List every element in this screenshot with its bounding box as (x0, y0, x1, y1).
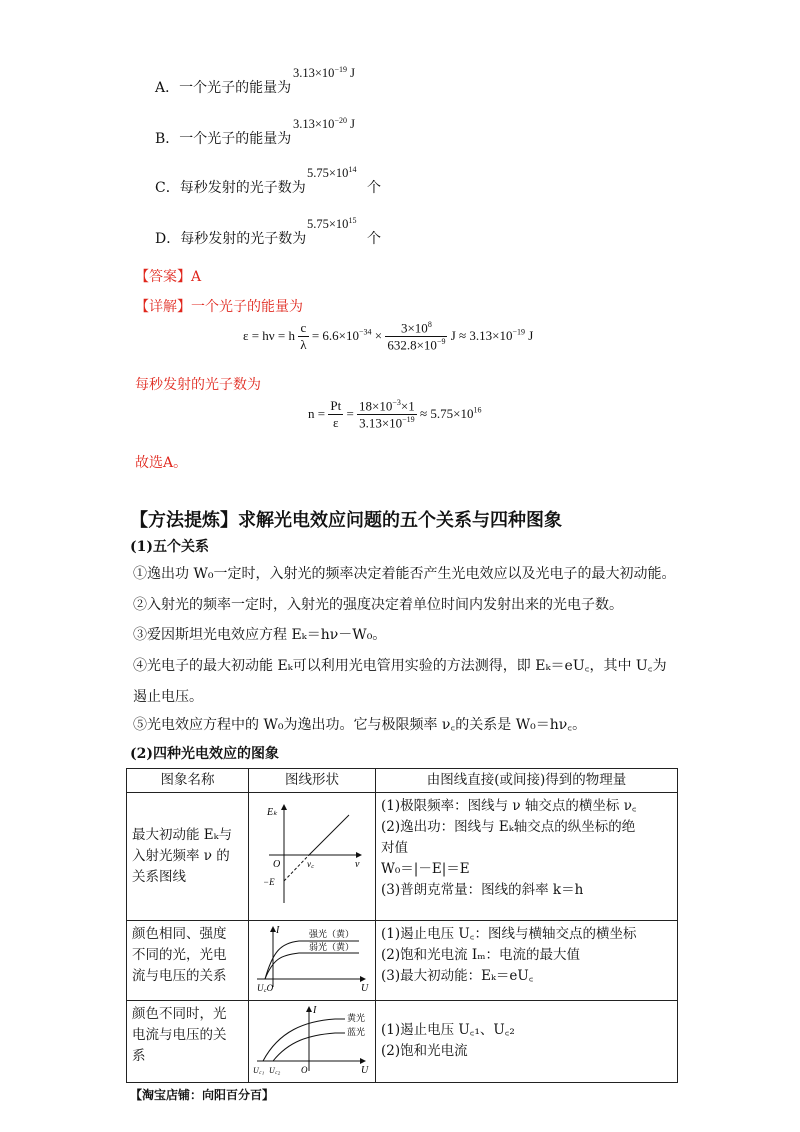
option-label: D．每秒发射的光子数为 (155, 231, 307, 247)
conclusion: 故选A。 (135, 455, 188, 471)
footer-shop: 【淘宝店铺：向阳百分百】 (130, 1088, 275, 1102)
section-title: 【方法提炼】求解光电效应问题的五个关系与四种图象 (130, 510, 562, 531)
option-a (155, 65, 355, 97)
origin-label: U꜀O (257, 982, 274, 993)
formula-energy: ε = hν = h $\frac{c}{\lambda}$ = $6.6\times 10^{-34}$ × $\frac{3\times 10^8}{632.8\times 10^{-9}}$ $J \approx 3.13\times 10^{-19}$ J (243, 320, 534, 353)
graph-cell (249, 1000, 376, 1082)
x-axis-label: U (361, 982, 369, 993)
intercept-label: −E (263, 876, 275, 887)
current-voltage-color-graph (249, 1001, 375, 1075)
explain-line-2: 每秒发射的光子数为 (135, 377, 261, 393)
cutoff-label: ν꜀ (307, 858, 315, 869)
formula-photon-count: n = $\frac{Pt}{\varepsilon}$ = $\frac{18\times 10^{-3}\times 1}{3.13\times 10^{-19}}$ ≈ $5.75\times 10^{16}$ (308, 398, 482, 431)
table-header: 图象名称 (127, 769, 249, 793)
answer-line (135, 266, 201, 286)
strong-light-label: 强光（黄） (309, 928, 355, 939)
explain-line (135, 296, 303, 316)
subsection-four: (2)四种光电效应的图象 (130, 746, 279, 762)
explain-text: 一个光子的能量为 (191, 299, 303, 315)
answer-tag: 【答案】 (135, 269, 191, 285)
graph-name: 最大初动能 Eₖ与 入射光频率 ν 的 关系图线 (127, 792, 249, 920)
graph-table (126, 768, 678, 1083)
option-c (155, 165, 381, 197)
option-b (155, 116, 355, 148)
y-axis-label: I (313, 1004, 317, 1016)
subsection-five: (1)五个关系 (130, 539, 209, 555)
yellow-light-label: 黄光 (347, 1012, 366, 1023)
option-label: B．一个光子的能量为 (155, 131, 292, 147)
table-row (127, 920, 678, 1000)
graph-info: (1)遏止电压 U꜀：图线与横轴交点的横坐标 (2)饱和光电流 Iₘ：电流的最大值 (3)最大初动能：Eₖ＝eU꜀ (376, 920, 678, 1000)
option-label: A．一个光子的能量为 (155, 80, 292, 96)
y-axis-label: Eₖ (267, 806, 278, 818)
graph-name: 颜色不同时，光 电流与电压的关 系 (127, 1000, 249, 1082)
explain-tag: 【详解】 (135, 299, 191, 315)
option-d (155, 216, 381, 248)
uc1-label: U꜀₁ (253, 1065, 265, 1075)
answer-value: A (191, 269, 202, 285)
graph-info: (1)极限频率：图线与 ν 轴交点的横坐标 ν꜀ (2)逸出功：图线与 Eₖ轴交点的纵坐标的绝 对值 W₀＝|－E|＝E (3)普朗克常量：图线的斜率 k＝h (376, 792, 678, 920)
option-value: $5.75\times 10^{14}$ (307, 165, 357, 181)
table-row (127, 792, 678, 920)
origin-label: O (273, 858, 281, 870)
current-voltage-intensity-graph (249, 921, 375, 993)
option-unit: 个 (367, 231, 381, 247)
relation-item: ④光电子的最大初动能 Eₖ可以利用光电管用实验的方法测得，即 Eₖ＝eU꜀，其中 U꜀为 (133, 658, 667, 674)
relation-item: ⑤光电效应方程中的 W₀为逸出功。它与极限频率 ν꜀的关系是 W₀＝hν꜀。 (133, 717, 587, 733)
graph-cell (249, 792, 376, 920)
graph-cell (249, 920, 376, 1000)
relation-item: ②入射光的频率一定时，入射光的强度决定着单位时间内发射出来的光电子数。 (133, 597, 623, 613)
table-header: 图线形状 (249, 769, 376, 793)
option-label: C．每秒发射的光子数为 (155, 180, 306, 196)
origin-label: O (301, 1064, 308, 1075)
option-value: $3.13\times 10^{-19}$ J (293, 65, 355, 81)
ek-frequency-graph (249, 793, 375, 913)
relation-item: 遏止电压。 (133, 689, 203, 705)
blue-light-label: 蓝光 (347, 1026, 366, 1037)
x-axis-label: U (361, 1064, 369, 1075)
uc2-label: U꜀₂ (269, 1065, 281, 1075)
relation-item: ①逸出功 W₀一定时，入射光的频率决定着能否产生光电效应以及光电子的最大初动能。 (133, 566, 676, 582)
y-axis-label: I (276, 924, 280, 936)
relation-item: ③爱因斯坦光电效应方程 Eₖ＝hν－W₀。 (133, 627, 387, 643)
option-value: $3.13\times 10^{-20}$ J (293, 116, 355, 132)
table-row (127, 1000, 678, 1082)
table-header: 由图线直接(或间接)得到的物理量 (376, 769, 678, 793)
option-unit: 个 (367, 180, 381, 196)
graph-name: 颜色相同、强度 不同的光，光电 流与电压的关系 (127, 920, 249, 1000)
graph-info: (1)遏止电压 U꜀₁、U꜀₂ (2)饱和光电流 (376, 1000, 678, 1082)
weak-light-label: 弱光（黄） (309, 941, 355, 952)
table-header-row (127, 769, 678, 793)
option-value: $5.75\times 10^{15}$ (307, 216, 357, 232)
x-axis-label: ν (355, 858, 360, 870)
